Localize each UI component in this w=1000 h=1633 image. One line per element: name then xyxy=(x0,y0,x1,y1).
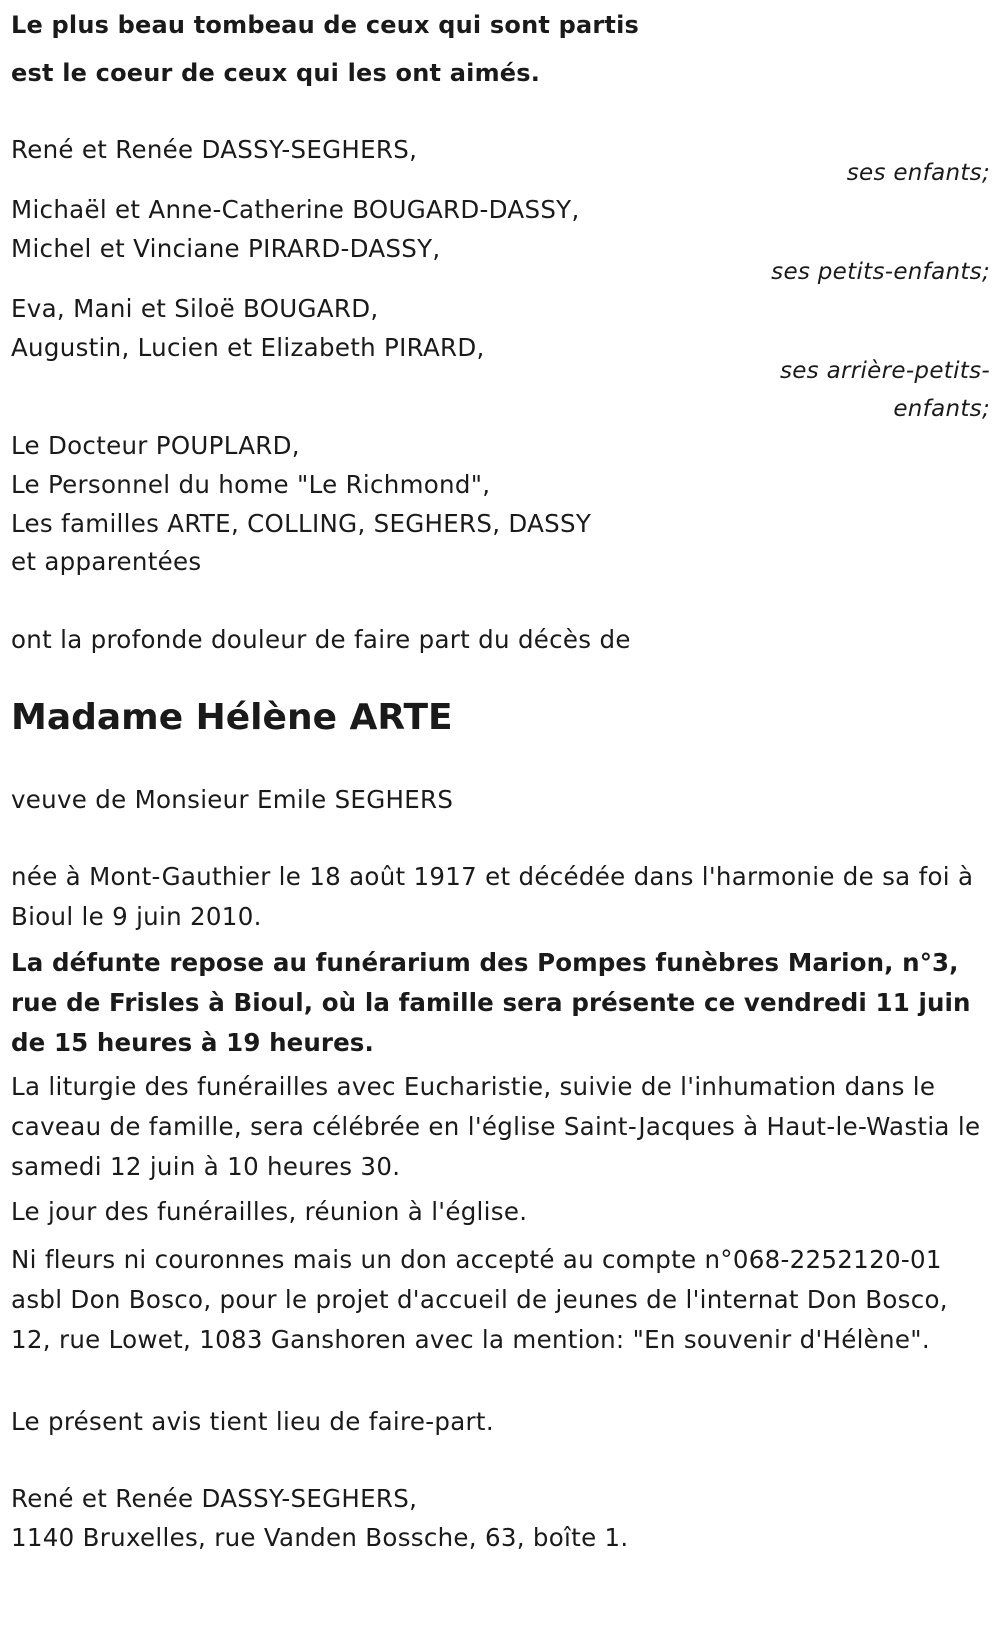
liturgy-paragraph: La liturgie des funérailles avec Eucharistie, suivie de l'inhumation dans le caveau de famille, sera célébrée en l'église Saint-Jacques à Haut-le-Wastia le samedi 12 juin à 10 heures 30. xyxy=(11,1072,981,1181)
role-children: ses enfants; xyxy=(846,160,990,186)
quote-line-1: Le plus beau tombeau de ceux qui sont partis xyxy=(11,11,639,39)
family-children: René et Renée DASSY-SEGHERS, xyxy=(11,135,418,164)
family-other-3: Les familles ARTE, COLLING, SEGHERS, DASSY xyxy=(11,509,592,538)
deceased-name: Madame Hélène ARTE xyxy=(11,697,453,738)
family-other-4: et apparentées xyxy=(11,547,202,576)
role-great-grandchildren-line-2: enfants; xyxy=(893,396,990,422)
meeting-paragraph: Le jour des funérailles, réunion à l'église. xyxy=(11,1197,528,1226)
birth-death-paragraph: née à Mont-Gauthier le 18 août 1917 et décédée dans l'harmonie de sa foi à Bioul le 9 juin 2010. xyxy=(11,862,974,931)
deceased-spouse: veuve de Monsieur Emile SEGHERS xyxy=(11,785,454,814)
family-great-grandchild-1: Eva, Mani et Siloë BOUGARD, xyxy=(11,294,379,323)
notice-paragraph: Le présent avis tient lieu de faire-part. xyxy=(11,1407,494,1436)
role-great-grandchildren-line-1: ses arrière-petits- xyxy=(779,358,990,384)
donation-paragraph: Ni fleurs ni couronnes mais un don accepté au compte n°068-2252120-01 asbl Don Bosco, pour le projet d'accueil de jeunes de l'internat Don Bosco, 12, rue Lowet, 1083 Ganshoren avec la mention: "En souvenir d'Hélène". xyxy=(11,1245,948,1354)
quote-line-2: est le coeur de ceux qui les ont aimés. xyxy=(11,59,541,87)
contact-name: René et Renée DASSY-SEGHERS, xyxy=(11,1484,418,1513)
family-other-1: Le Docteur POUPLARD, xyxy=(11,431,300,460)
visitation-paragraph: La défunte repose au funérarium des Pompes funèbres Marion, n°3, rue de Frisles à Bioul, où la famille sera présente ce vendredi 11 juin de 15 heures à 19 heures. xyxy=(11,948,971,1057)
family-grandchild-1: Michaël et Anne-Catherine BOUGARD-DASSY, xyxy=(11,195,580,224)
family-grandchild-2: Michel et Vinciane PIRARD-DASSY, xyxy=(11,234,441,263)
role-grandchildren: ses petits-enfants; xyxy=(771,259,990,285)
announcement-text: ont la profonde douleur de faire part du décès de xyxy=(11,625,631,654)
contact-address: 1140 Bruxelles, rue Vanden Bossche, 63, boîte 1. xyxy=(11,1523,629,1552)
family-other-2: Le Personnel du home "Le Richmond", xyxy=(11,470,491,499)
family-great-grandchild-2: Augustin, Lucien et Elizabeth PIRARD, xyxy=(11,333,485,362)
